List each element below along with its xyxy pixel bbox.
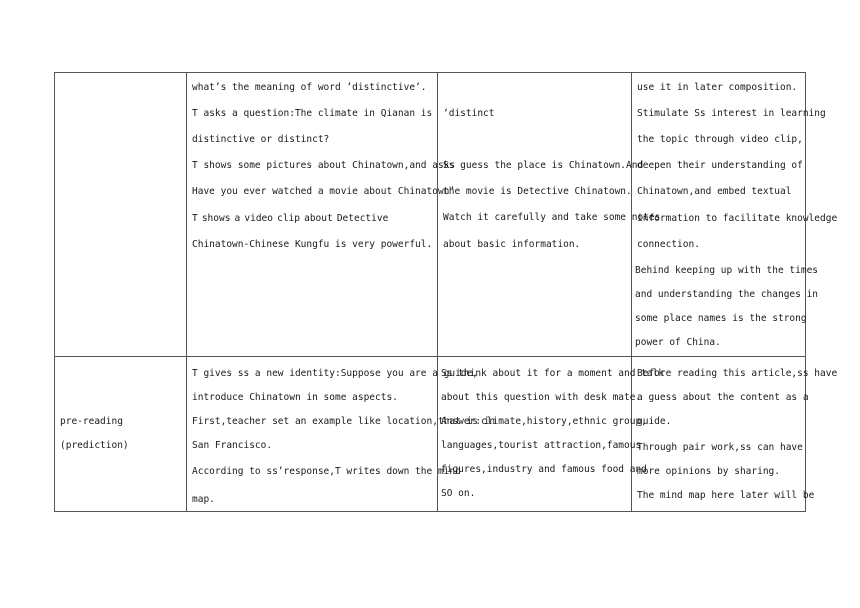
cell-line: distinctive or distinct? bbox=[192, 134, 330, 145]
cell-line: T shows some pictures about Chinatown,and asks bbox=[192, 160, 456, 171]
cell-line: and understanding the changes in bbox=[635, 289, 819, 300]
cell-line: The mind map here later will be bbox=[637, 490, 815, 501]
cell-line: the movie is Detective Chinatown. bbox=[443, 186, 632, 197]
lesson-plan-table bbox=[54, 72, 838, 512]
cell-line: the topic through video clip, bbox=[637, 134, 803, 145]
cell-line: SO on. bbox=[441, 488, 476, 499]
cell-line: Ss guess the place is Chinatown.And bbox=[443, 160, 644, 171]
cell-line: map. bbox=[192, 494, 215, 505]
cell-line: Chinatown-Chinese Kungfu is very powerful. bbox=[192, 239, 433, 250]
cell-line: a guess about the content as a bbox=[637, 392, 809, 403]
cell-line: deepen their understanding of bbox=[637, 160, 803, 171]
cell-line: According to ss’response,T writes down the mind bbox=[192, 466, 461, 477]
cell-line: power of China. bbox=[635, 337, 721, 348]
cell-line: Before reading this article,ss have bbox=[637, 368, 838, 379]
cell-line: First,teacher set an example like location,that is in bbox=[192, 416, 496, 427]
cell-line: about this question with desk mate. bbox=[441, 392, 642, 403]
cell-line: Chinatown,and embed textual bbox=[637, 186, 792, 197]
table-border-bottom bbox=[54, 511, 806, 512]
cell-line: information to facilitate knowledge bbox=[637, 213, 838, 224]
cell-line: more opinions by sharing. bbox=[637, 466, 780, 477]
cell-line: figures,industry and famous food and bbox=[441, 464, 647, 475]
cell-line: San Francisco. bbox=[192, 440, 273, 451]
column-divider bbox=[186, 72, 187, 512]
cell-line: T shows a video clip about Detective bbox=[192, 213, 389, 224]
cell-line: Answer:climate,history,ethnic group, bbox=[441, 416, 647, 427]
cell-line: what’s the meaning of word ’distinctive’. bbox=[192, 82, 427, 93]
cell-line: Behind keeping up with the times bbox=[635, 265, 819, 276]
stage-label: pre-reading bbox=[60, 416, 123, 427]
cell-line: connection. bbox=[637, 239, 700, 250]
stage-sublabel: (prediction) bbox=[60, 440, 129, 451]
table-border-top bbox=[54, 72, 806, 73]
cell-line: Ss think about it for a moment and talk bbox=[441, 368, 665, 379]
cell-line: T gives ss a new identity:Suppose you are a guide, bbox=[192, 368, 478, 379]
row-divider bbox=[54, 356, 806, 357]
cell-line: Watch it carefully and take some notes bbox=[443, 212, 661, 223]
cell-line: ‘distinct bbox=[443, 108, 495, 119]
cell-line: introduce Chinatown in some aspects. bbox=[192, 392, 398, 403]
cell-line: about basic information. bbox=[443, 239, 581, 250]
cell-line: Have you ever watched a movie about Chinatown’ bbox=[192, 186, 456, 197]
column-divider bbox=[437, 72, 438, 512]
table-border-left bbox=[54, 72, 55, 512]
cell-line: use it in later composition. bbox=[637, 82, 798, 93]
cell-line: guide. bbox=[637, 416, 672, 427]
cell-line: Through pair work,ss can have bbox=[637, 442, 803, 453]
cell-line: T asks a question:The climate in Qianan is bbox=[192, 108, 433, 119]
cell-line: Stimulate Ss interest in learning bbox=[637, 108, 826, 119]
cell-line: languages,tourist attraction,famous bbox=[441, 440, 642, 451]
cell-line: some place names is the strong bbox=[635, 313, 807, 324]
